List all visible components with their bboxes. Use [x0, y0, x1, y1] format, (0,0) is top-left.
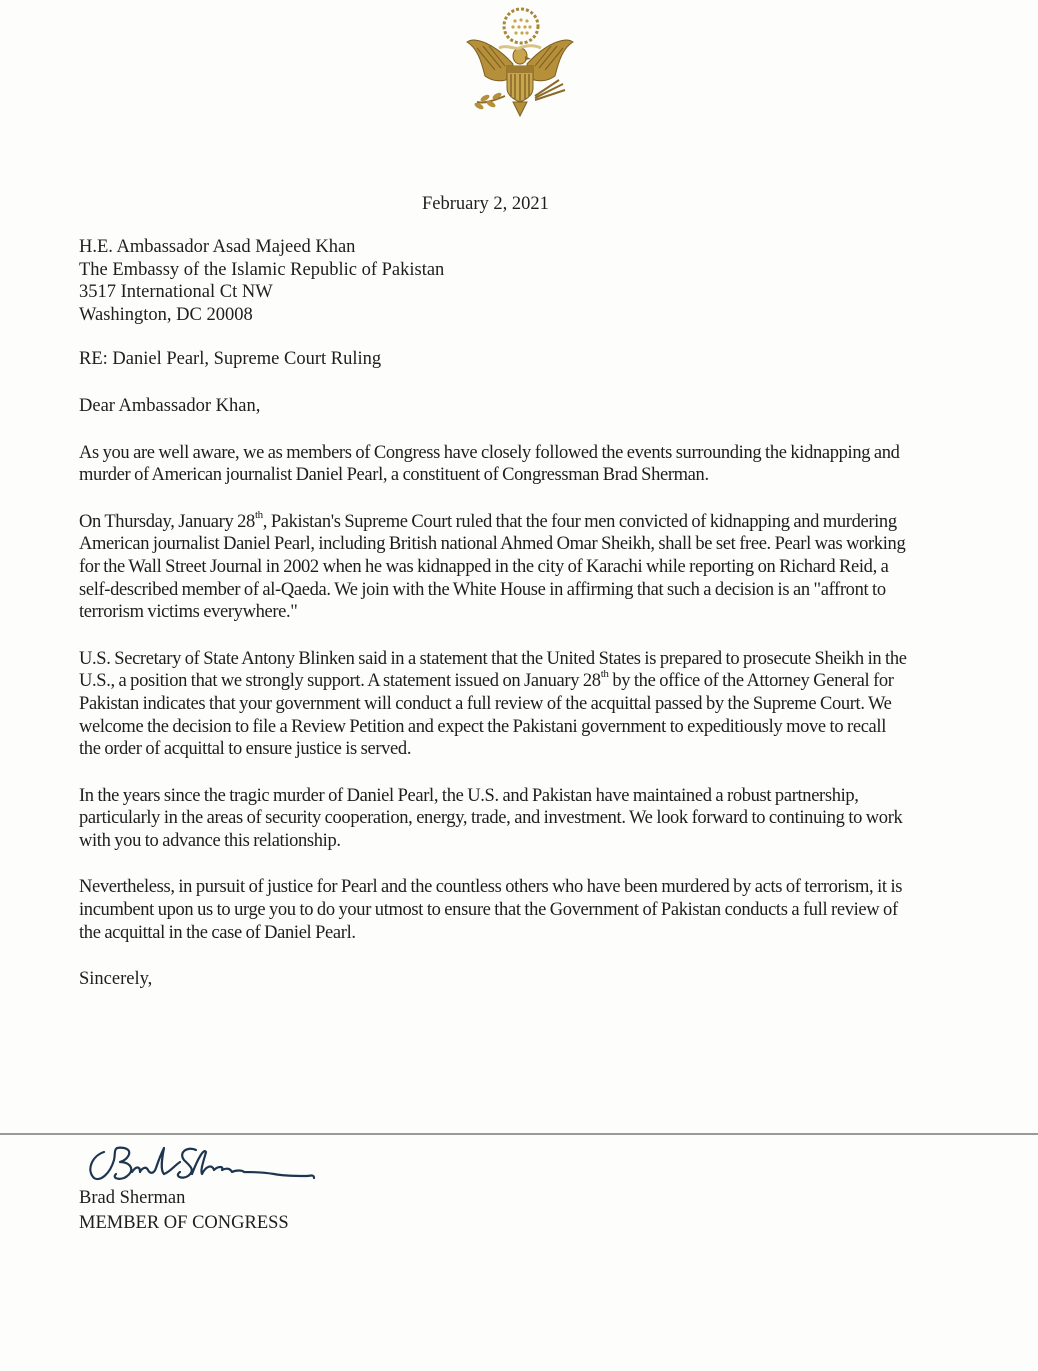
letter-body [79, 236, 909, 991]
recipient-name: H.E. Ambassador Asad Majeed Khan [79, 237, 356, 257]
signer-block [79, 1186, 289, 1236]
closing: Sincerely, [79, 969, 153, 990]
signature-icon [84, 1138, 334, 1188]
ordinal-suffix: th [600, 668, 609, 681]
paragraph-2-text-b: , Pakistan's Supreme Court ruled that the four men convicted of kidnapping and murdering American journalist Daniel Pearl, including British national Ahmed Omar Sheikh, shall be set free. Pearl was working for the Wall Street Journal in 2002 when he was kidnapped in the city of Karachi while reporting on Richard Reid, a self-described member of al-Qaeda. We join with the White House in affirming that such a decision is an "affront to terrorism victims everywhere." [79, 511, 906, 623]
recipient-street: 3517 International Ct NW [79, 282, 273, 303]
great-seal-icon [455, 4, 585, 122]
letter-date: February 2, 2021 [422, 194, 549, 214]
signer-name: Brad Sherman [79, 1188, 186, 1208]
paragraph-3-text-a: U.S. Secretary of State Antony Blinken said in a statement that the United States is prepared to prosecute Sheikh in the U.S., a position that we strongly support. A statement issued on January 28 [79, 648, 907, 692]
ordinal-suffix: th [254, 508, 263, 521]
paragraph-4: In the years since the tragic murder of Daniel Pearl, the U.S. and Pakistan have maintained a robust partnership, particularly in the areas of security cooperation, energy, trade, and investment. We look forward to continuing to work with you to advance this relationship. [79, 785, 903, 851]
recipient-address [79, 236, 909, 326]
horizontal-divider [0, 1133, 1038, 1135]
paragraph-3 [79, 648, 909, 761]
paragraph-5: Nevertheless, in pursuit of justice for Pearl and the countless others who have been murdered by acts of terrorism, it is incumbent upon us to urge you to do your utmost to ensure that the Government of Pakistan conducts a full review of the acquittal in the case of Daniel Pearl. [79, 877, 903, 943]
recipient-organization: The Embassy of the Islamic Republic of Pakistan [79, 259, 445, 280]
salutation: Dear Ambassador Khan, [79, 395, 261, 416]
signer-title: MEMBER OF CONGRESS [79, 1213, 289, 1233]
recipient-city-state-zip: Washington, DC 20008 [79, 304, 253, 325]
paragraph-3-text-b: by the office of the Attorney General for Pakistan indicates that your government will conduct a full review of the acquittal passed by the Supreme Court. We welcome the decision to file a Review Petition and expect the Pakistani government to expeditiously move to recall the order of acquittal to ensure justice is served. [79, 671, 894, 760]
paragraph-1: As you are well aware, we as members of Congress have closely followed the events surrounding the kidnapping and murder of American journalist Daniel Pearl, a constituent of Congressman Brad Sherman. [79, 442, 900, 486]
subject-line: RE: Daniel Pearl, Supreme Court Ruling [79, 349, 382, 370]
paragraph-2-text-a: On Thursday, January 28 [79, 511, 255, 532]
paragraph-2 [79, 508, 909, 624]
